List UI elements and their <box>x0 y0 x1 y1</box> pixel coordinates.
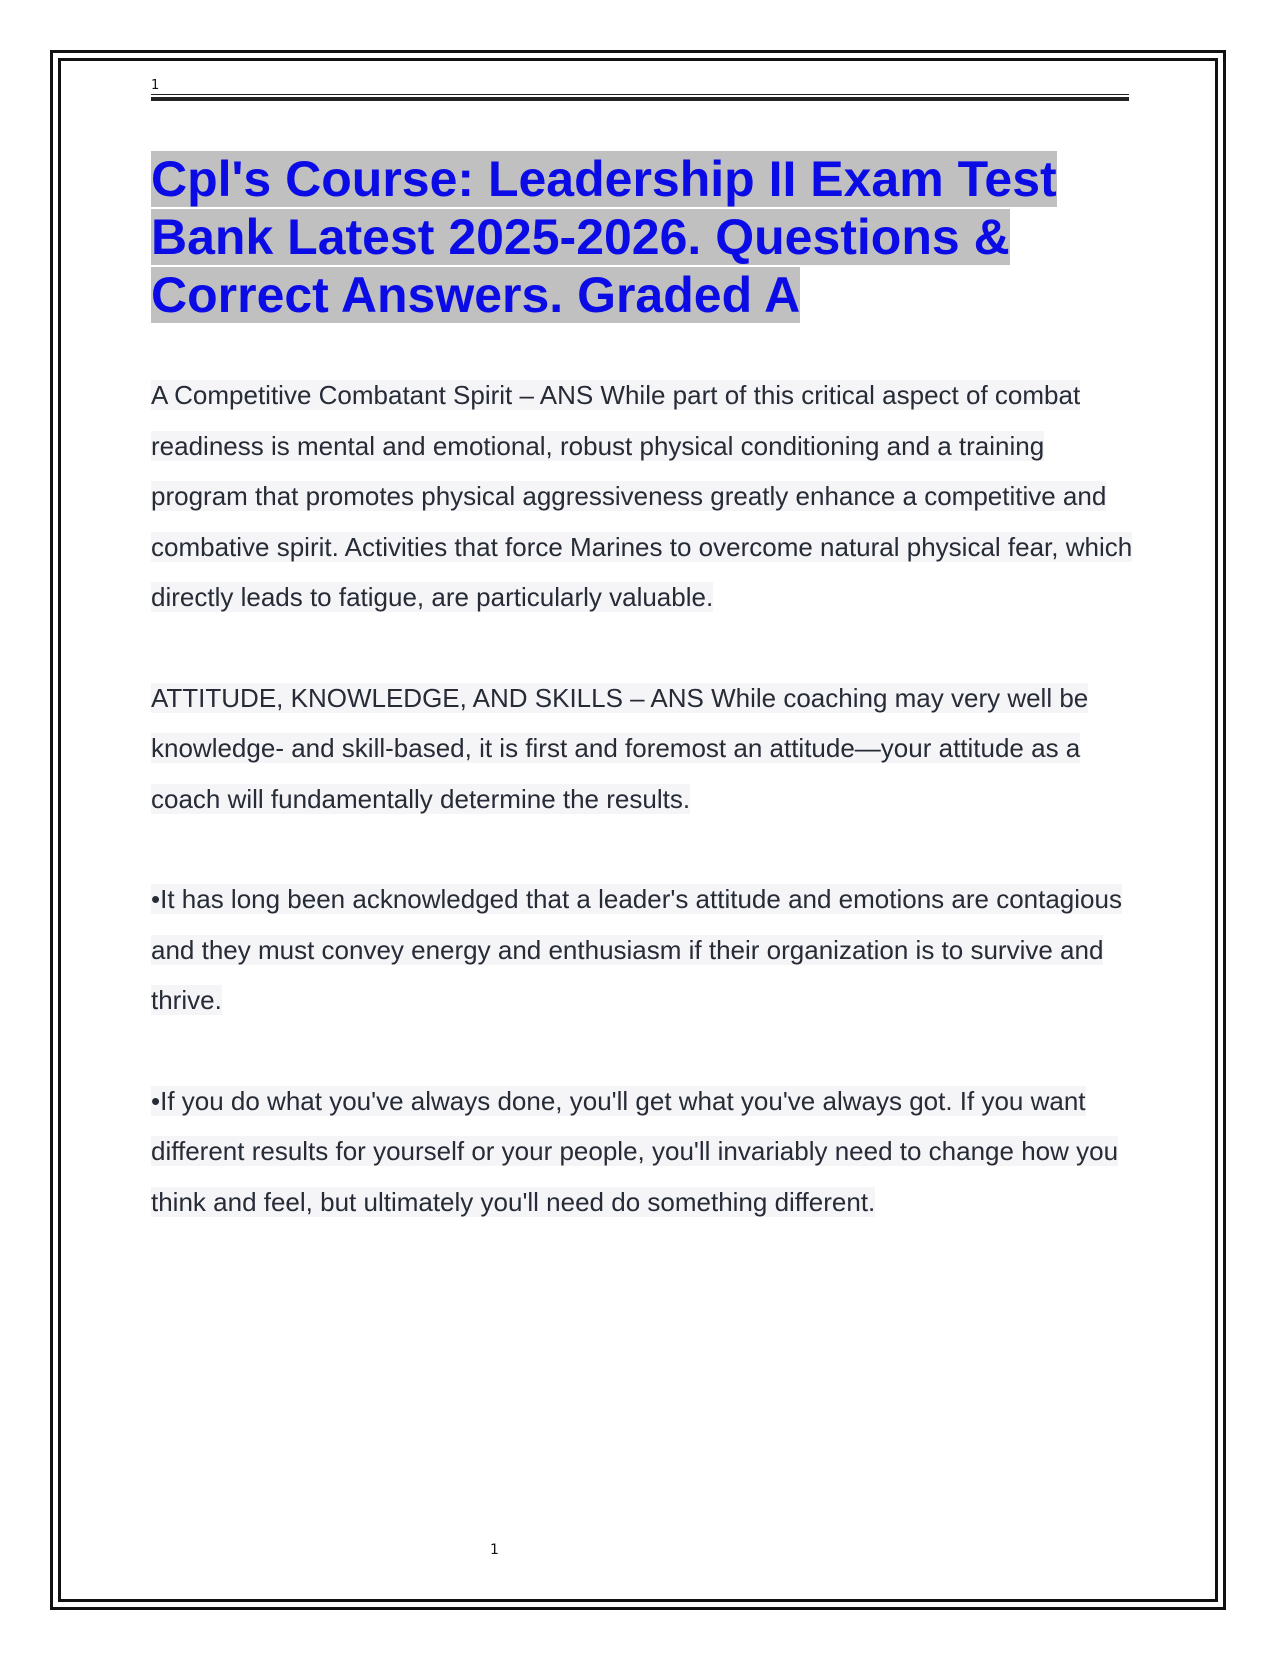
paragraph-text: A Competitive Combatant Spirit – ANS While part of this critical aspect of combat readiness is mental and emotional, robust physical conditioning and a training program that promotes physical aggressiveness greatly enhance a competitive and combative spirit. Activities that force Marines to overcome natural physical fear, which directly leads to fatigue, are particularly valuable. <box>151 380 1133 612</box>
header-rule-thin <box>151 94 1129 95</box>
paragraph-text: ATTITUDE, KNOWLEDGE, AND SKILLS – ANS While coaching may very well be knowledge- and skill-based, it is first and foremost an attitude—your attitude as a coach will fundamentally determine the results. <box>151 682 1089 814</box>
document-title <box>151 150 1091 324</box>
document-body <box>151 370 1136 1277</box>
paragraph-bullet-attitude-contagious <box>151 874 1136 1026</box>
header-page-number: 1 <box>151 78 160 93</box>
paragraph-text: •If you do what you've always done, you'll get what you've always got. If you want different results for yourself or your people, you'll invariably need to change how you think and feel, but ultimately you'll need do something different. <box>151 1085 1119 1217</box>
paragraph-bullet-different-results <box>151 1076 1136 1228</box>
paragraph-text: •It has long been acknowledged that a leader's attitude and emotions are contagious and they must convey energy and enthusiasm if their organization is to survive and thrive. <box>151 884 1122 1015</box>
footer-page-number: 1 <box>490 1542 499 1558</box>
header-rule-thick <box>151 97 1129 101</box>
document-title-text: Cpl's Course: Leadership II Exam Test Bank Latest 2025-2026. Questions & Correct Answers. Graded A <box>151 151 1057 323</box>
paragraph-competitive-spirit <box>151 370 1136 623</box>
paragraph-attitude-knowledge-skills <box>151 673 1136 825</box>
